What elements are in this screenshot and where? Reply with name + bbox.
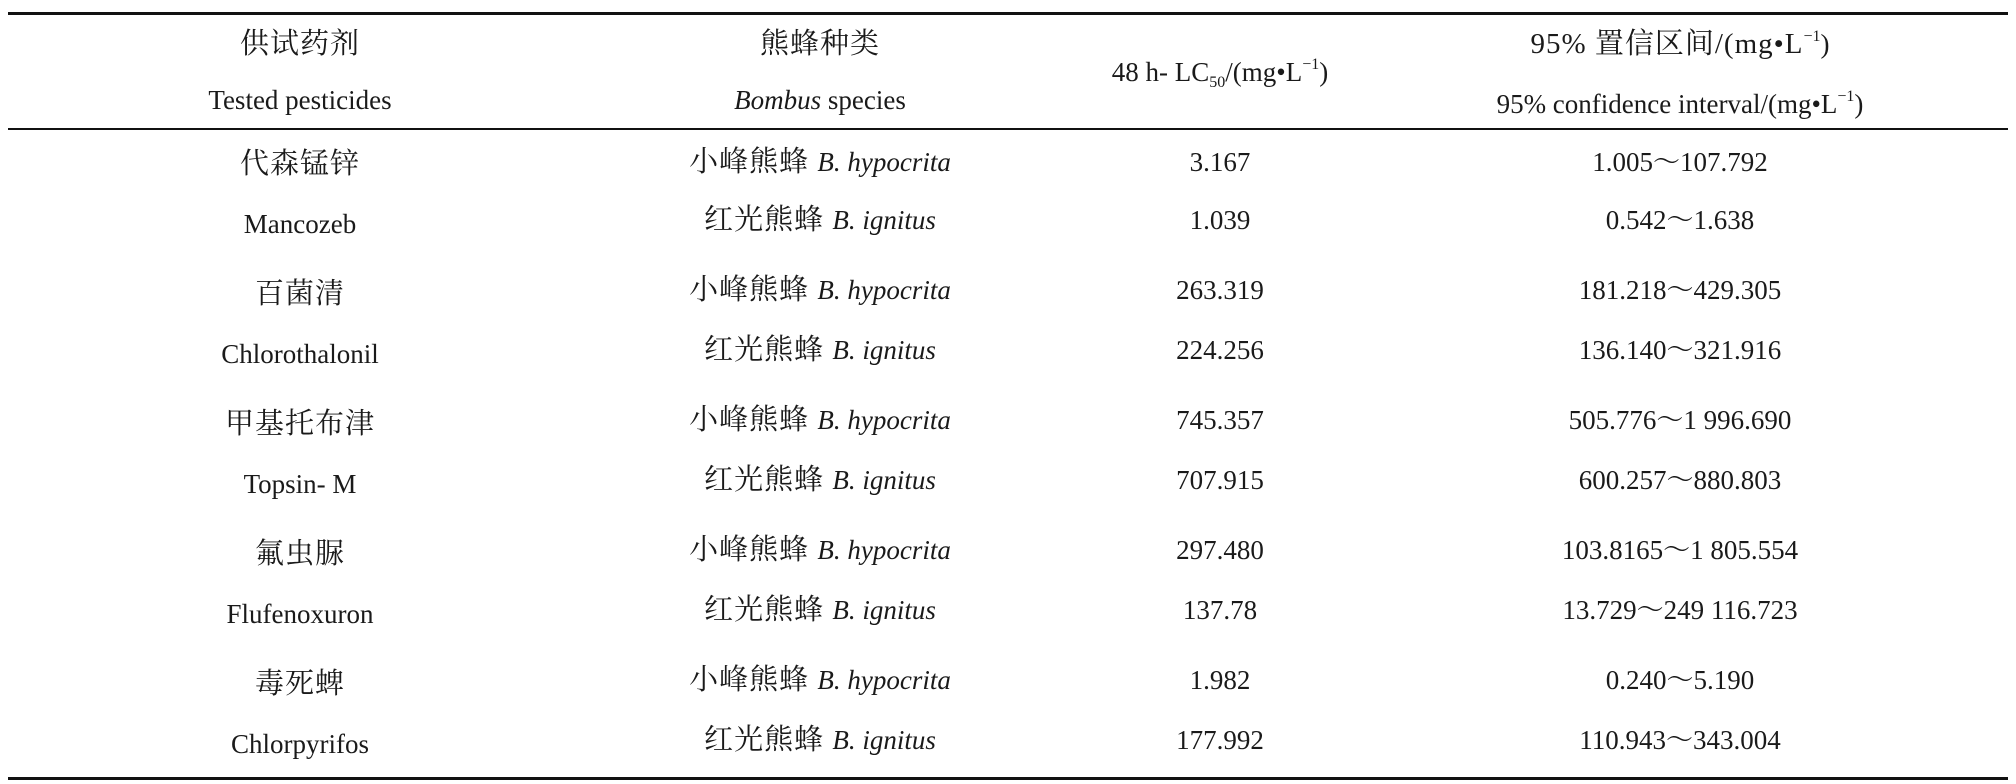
- lc50-value: 3.167: [1189, 147, 1251, 177]
- lc50-value: 707.915: [1176, 465, 1264, 495]
- header-pesticides-en: Tested pesticides: [208, 85, 392, 115]
- table-bottom-rule: [8, 777, 2008, 780]
- lc50-value: 263.319: [1176, 275, 1264, 305]
- species-cn: 红光熊蜂: [704, 204, 833, 236]
- ci-value: 505.776～1 996.690: [1568, 405, 1792, 435]
- header-species-en: [610, 84, 1030, 116]
- ci-value: 181.218～429.305: [1578, 275, 1782, 305]
- species-cn: 小峰熊蜂: [689, 274, 818, 306]
- species-cn: 红光熊蜂: [704, 724, 833, 756]
- pesticide-name-en: Topsin- M: [243, 469, 357, 499]
- pesticide-name-cn: 甲基托布津: [224, 408, 375, 440]
- species-cn: 小峰熊蜂: [689, 146, 818, 178]
- header-lc50-close: ): [1319, 57, 1329, 87]
- table-header-rule: [8, 128, 2008, 130]
- species-hypocrita: [610, 534, 1030, 566]
- species-latin: B. ignitus: [832, 205, 936, 235]
- pesticide-name-en: Chlorpyrifos: [231, 729, 369, 759]
- header-ci-en-label: 95% confidence interval/(mg•L: [1496, 89, 1838, 119]
- lc50-value: 224.256: [1176, 335, 1264, 365]
- species-hypocrita: [610, 274, 1030, 306]
- species-hypocrita: [610, 146, 1030, 178]
- pesticide-name-en: Flufenoxuron: [226, 599, 374, 629]
- species-hypocrita: [610, 664, 1030, 696]
- header-ci-en: [1420, 88, 1940, 120]
- species-latin: B. hypocrita: [817, 275, 951, 305]
- species-ignitus: [610, 464, 1030, 496]
- header-species-genus: Bombus: [734, 85, 822, 115]
- pesticide-name-en: Mancozeb: [243, 209, 357, 239]
- ci-value: 0.240～5.190: [1605, 665, 1755, 695]
- species-ignitus: [610, 334, 1030, 366]
- species-latin: B. hypocrita: [817, 405, 951, 435]
- ci-value: 13.729～249 116.723: [1562, 595, 1798, 625]
- header-lc50: [1040, 56, 1400, 91]
- ci-value: 0.542～1.638: [1605, 205, 1755, 235]
- species-latin: B. hypocrita: [817, 147, 951, 177]
- pesticide-name-cn: 代森锰锌: [239, 148, 360, 180]
- header-lc50-exponent: −1: [1302, 56, 1320, 73]
- species-ignitus: [610, 204, 1030, 236]
- species-latin: B. ignitus: [832, 335, 936, 365]
- ci-value: 136.140～321.916: [1578, 335, 1782, 365]
- header-ci-en-close: ): [1854, 89, 1864, 119]
- pesticide-name-cn: 氟虫脲: [254, 538, 345, 570]
- species-cn: 小峰熊蜂: [689, 534, 818, 566]
- header-ci-en-exponent: −1: [1837, 88, 1855, 105]
- species-latin: B. ignitus: [832, 725, 936, 755]
- ci-value: 1.005～107.792: [1592, 147, 1768, 177]
- species-latin: B. ignitus: [832, 465, 936, 495]
- lc50-value: 1.039: [1189, 205, 1251, 235]
- species-cn: 小峰熊蜂: [689, 404, 818, 436]
- ci-value: 600.257～880.803: [1578, 465, 1782, 495]
- pesticide-name-en: Chlorothalonil: [221, 339, 379, 369]
- species-cn: 红光熊蜂: [704, 594, 833, 626]
- species-latin: B. ignitus: [832, 595, 936, 625]
- species-cn: 红光熊蜂: [704, 334, 833, 366]
- header-ci-cn: [1420, 28, 1940, 60]
- species-latin: B. hypocrita: [817, 665, 951, 695]
- lc50-value: 137.78: [1182, 595, 1258, 625]
- species-cn: 红光熊蜂: [704, 464, 833, 496]
- header-lc50-label: 48 h- LC: [1111, 57, 1210, 87]
- lc50-value: 297.480: [1176, 535, 1264, 565]
- species-latin: B. hypocrita: [817, 535, 951, 565]
- header-species-cn: 熊蜂种类: [759, 28, 880, 60]
- species-ignitus: [610, 724, 1030, 756]
- header-ci-cn-close: ): [1820, 29, 1830, 59]
- pesticide-name-cn: 百菌清: [254, 278, 345, 310]
- species-hypocrita: [610, 404, 1030, 436]
- header-lc50-subscript: 50: [1209, 74, 1226, 91]
- lc50-value: 177.992: [1176, 725, 1264, 755]
- header-lc50-unit: /(mg•L: [1225, 57, 1303, 87]
- ci-value: 103.8165～1 805.554: [1561, 535, 1799, 565]
- header-ci-cn-label: 95% 置信区间/(mg•L: [1530, 28, 1804, 60]
- species-cn: 小峰熊蜂: [689, 664, 818, 696]
- header-ci-cn-exponent: −1: [1803, 28, 1821, 45]
- ci-value: 110.943～343.004: [1579, 725, 1781, 755]
- header-species-word: species: [821, 85, 906, 115]
- lc50-value: 745.357: [1176, 405, 1264, 435]
- species-ignitus: [610, 594, 1030, 626]
- table-top-rule: [8, 12, 2008, 15]
- pesticide-name-cn: 毒死蜱: [254, 668, 345, 700]
- header-pesticides-cn: 供试药剂: [239, 28, 360, 60]
- lc50-value: 1.982: [1189, 665, 1251, 695]
